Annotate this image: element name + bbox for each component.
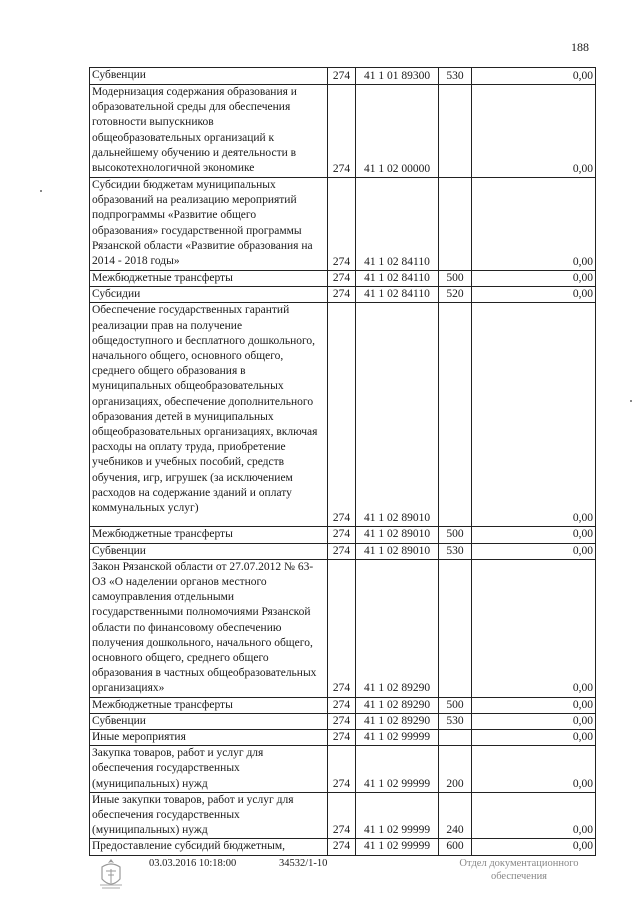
row-code: 274 (328, 68, 356, 85)
row-csr: 41 1 02 89290 (356, 713, 439, 729)
row-name: Межбюджетные трансферты (90, 527, 328, 543)
row-vr: 530 (439, 68, 472, 85)
row-name: Обеспечение государственных гарантий реализации прав на получение общедоступного и бесплатного дошкольного, начального общего, основного общего, среднего общего образования в муниципальных общеобразовательных организациях, обеспечение дополнительного образования детей в муниципальных общеобразовательных организациях, включая расходы на оплату труда, приобретение учебников и учебных пособий, средств обучения, игр, игрушек (за исключением расходов на содержание зданий и оплату коммунальных услуг) (90, 303, 328, 527)
table-row (90, 303, 596, 527)
row-csr: 41 1 02 89290 (356, 559, 439, 697)
row-vr (439, 85, 472, 178)
row-sum: 0,00 (472, 697, 596, 713)
row-name: Модернизация содержания образования и образовательной среды для обеспечения готовности выпускников общеобразовательных организаций к дальнейшему обучению и деятельности в высокотехнологичной экономике (90, 85, 328, 178)
row-sum: 0,00 (472, 543, 596, 559)
row-name: Субвенции (90, 68, 328, 85)
row-sum: 0,00 (472, 68, 596, 85)
row-csr: 41 1 02 99999 (356, 792, 439, 839)
row-csr: 41 1 02 00000 (356, 85, 439, 178)
table-row (90, 839, 596, 855)
footer-department: Отдел документационного обеспечения (459, 858, 579, 882)
row-code: 274 (328, 271, 356, 287)
row-vr (439, 559, 472, 697)
row-code: 274 (328, 730, 356, 746)
row-sum: 0,00 (472, 178, 596, 271)
row-sum: 0,00 (472, 730, 596, 746)
row-csr: 41 1 02 89010 (356, 527, 439, 543)
page-number: 188 (571, 40, 589, 54)
row-code: 274 (328, 303, 356, 527)
table-row (90, 697, 596, 713)
row-vr: 500 (439, 697, 472, 713)
row-code: 274 (328, 85, 356, 178)
row-name: Субсидии бюджетам муниципальных образований на реализацию мероприятий подпрограммы «Развитие общего образования» государственной программы Рязанской области «Развитие образования на 2014 - 2018 годы» (90, 178, 328, 271)
row-name: Закупка товаров, работ и услуг для обеспечения государственных (муниципальных) нужд (90, 746, 328, 793)
row-vr: 500 (439, 271, 472, 287)
row-sum: 0,00 (472, 271, 596, 287)
row-sum: 0,00 (472, 303, 596, 527)
footer (0, 857, 640, 897)
row-vr (439, 303, 472, 527)
row-csr: 41 1 02 99999 (356, 839, 439, 855)
row-vr: 530 (439, 543, 472, 559)
row-name: Субвенции (90, 543, 328, 559)
row-vr: 600 (439, 839, 472, 855)
row-sum: 0,00 (472, 527, 596, 543)
row-code: 274 (328, 178, 356, 271)
row-vr (439, 178, 472, 271)
footer-doc-id: 34532/1-10 (279, 858, 328, 869)
row-vr: 500 (439, 527, 472, 543)
row-name: Межбюджетные трансферты (90, 271, 328, 287)
row-csr: 41 1 02 89010 (356, 303, 439, 527)
row-csr: 41 1 02 84110 (356, 271, 439, 287)
table-row (90, 746, 596, 793)
row-csr: 41 1 02 84110 (356, 287, 439, 303)
table-row (90, 792, 596, 839)
table-row (90, 543, 596, 559)
table-row (90, 527, 596, 543)
row-vr: 240 (439, 792, 472, 839)
row-name: Иные закупки товаров, работ и услуг для обеспечения государственных (муниципальных) нужд (90, 792, 328, 839)
table-row (90, 559, 596, 697)
row-name: Субсидии (90, 287, 328, 303)
row-name: Предоставление субсидий бюджетным, (90, 839, 328, 855)
row-sum: 0,00 (472, 85, 596, 178)
row-name: Субвенции (90, 713, 328, 729)
table-row (90, 85, 596, 178)
row-sum: 0,00 (472, 792, 596, 839)
row-code: 274 (328, 697, 356, 713)
row-name: Закон Рязанской области от 27.07.2012 № 63-ОЗ «О наделении органов местного самоуправления отдельными государственными полномочиями Рязанской области по финансовому обеспечению получения дошкольного, начального общего, основного общего, среднего общего образования в частных общеобразовательных организациях» (90, 559, 328, 697)
row-sum: 0,00 (472, 287, 596, 303)
row-code: 274 (328, 792, 356, 839)
scan-dot (630, 400, 632, 402)
row-code: 274 (328, 287, 356, 303)
table-row (90, 730, 596, 746)
row-csr: 41 1 02 99999 (356, 730, 439, 746)
row-vr: 520 (439, 287, 472, 303)
row-csr: 41 1 02 89290 (356, 697, 439, 713)
row-code: 274 (328, 527, 356, 543)
row-sum: 0,00 (472, 713, 596, 729)
footer-datetime: 03.03.2016 10:18:00 (149, 858, 237, 869)
row-vr: 530 (439, 713, 472, 729)
table-row (90, 271, 596, 287)
scan-dot (40, 190, 42, 192)
row-sum: 0,00 (472, 839, 596, 855)
row-sum: 0,00 (472, 746, 596, 793)
row-sum: 0,00 (472, 559, 596, 697)
row-name: Иные мероприятия (90, 730, 328, 746)
row-csr: 41 1 02 84110 (356, 178, 439, 271)
row-csr: 41 1 01 89300 (356, 68, 439, 85)
row-csr: 41 1 02 89010 (356, 543, 439, 559)
row-csr: 41 1 02 99999 (356, 746, 439, 793)
row-code: 274 (328, 839, 356, 855)
row-code: 274 (328, 713, 356, 729)
budget-table (89, 67, 596, 856)
row-code: 274 (328, 543, 356, 559)
table-row (90, 713, 596, 729)
row-name: Межбюджетные трансферты (90, 697, 328, 713)
table-row (90, 178, 596, 271)
coat-of-arms-icon (96, 857, 126, 893)
row-vr: 200 (439, 746, 472, 793)
table-row (90, 287, 596, 303)
row-code: 274 (328, 746, 356, 793)
table-row (90, 68, 596, 85)
row-code: 274 (328, 559, 356, 697)
row-vr (439, 730, 472, 746)
